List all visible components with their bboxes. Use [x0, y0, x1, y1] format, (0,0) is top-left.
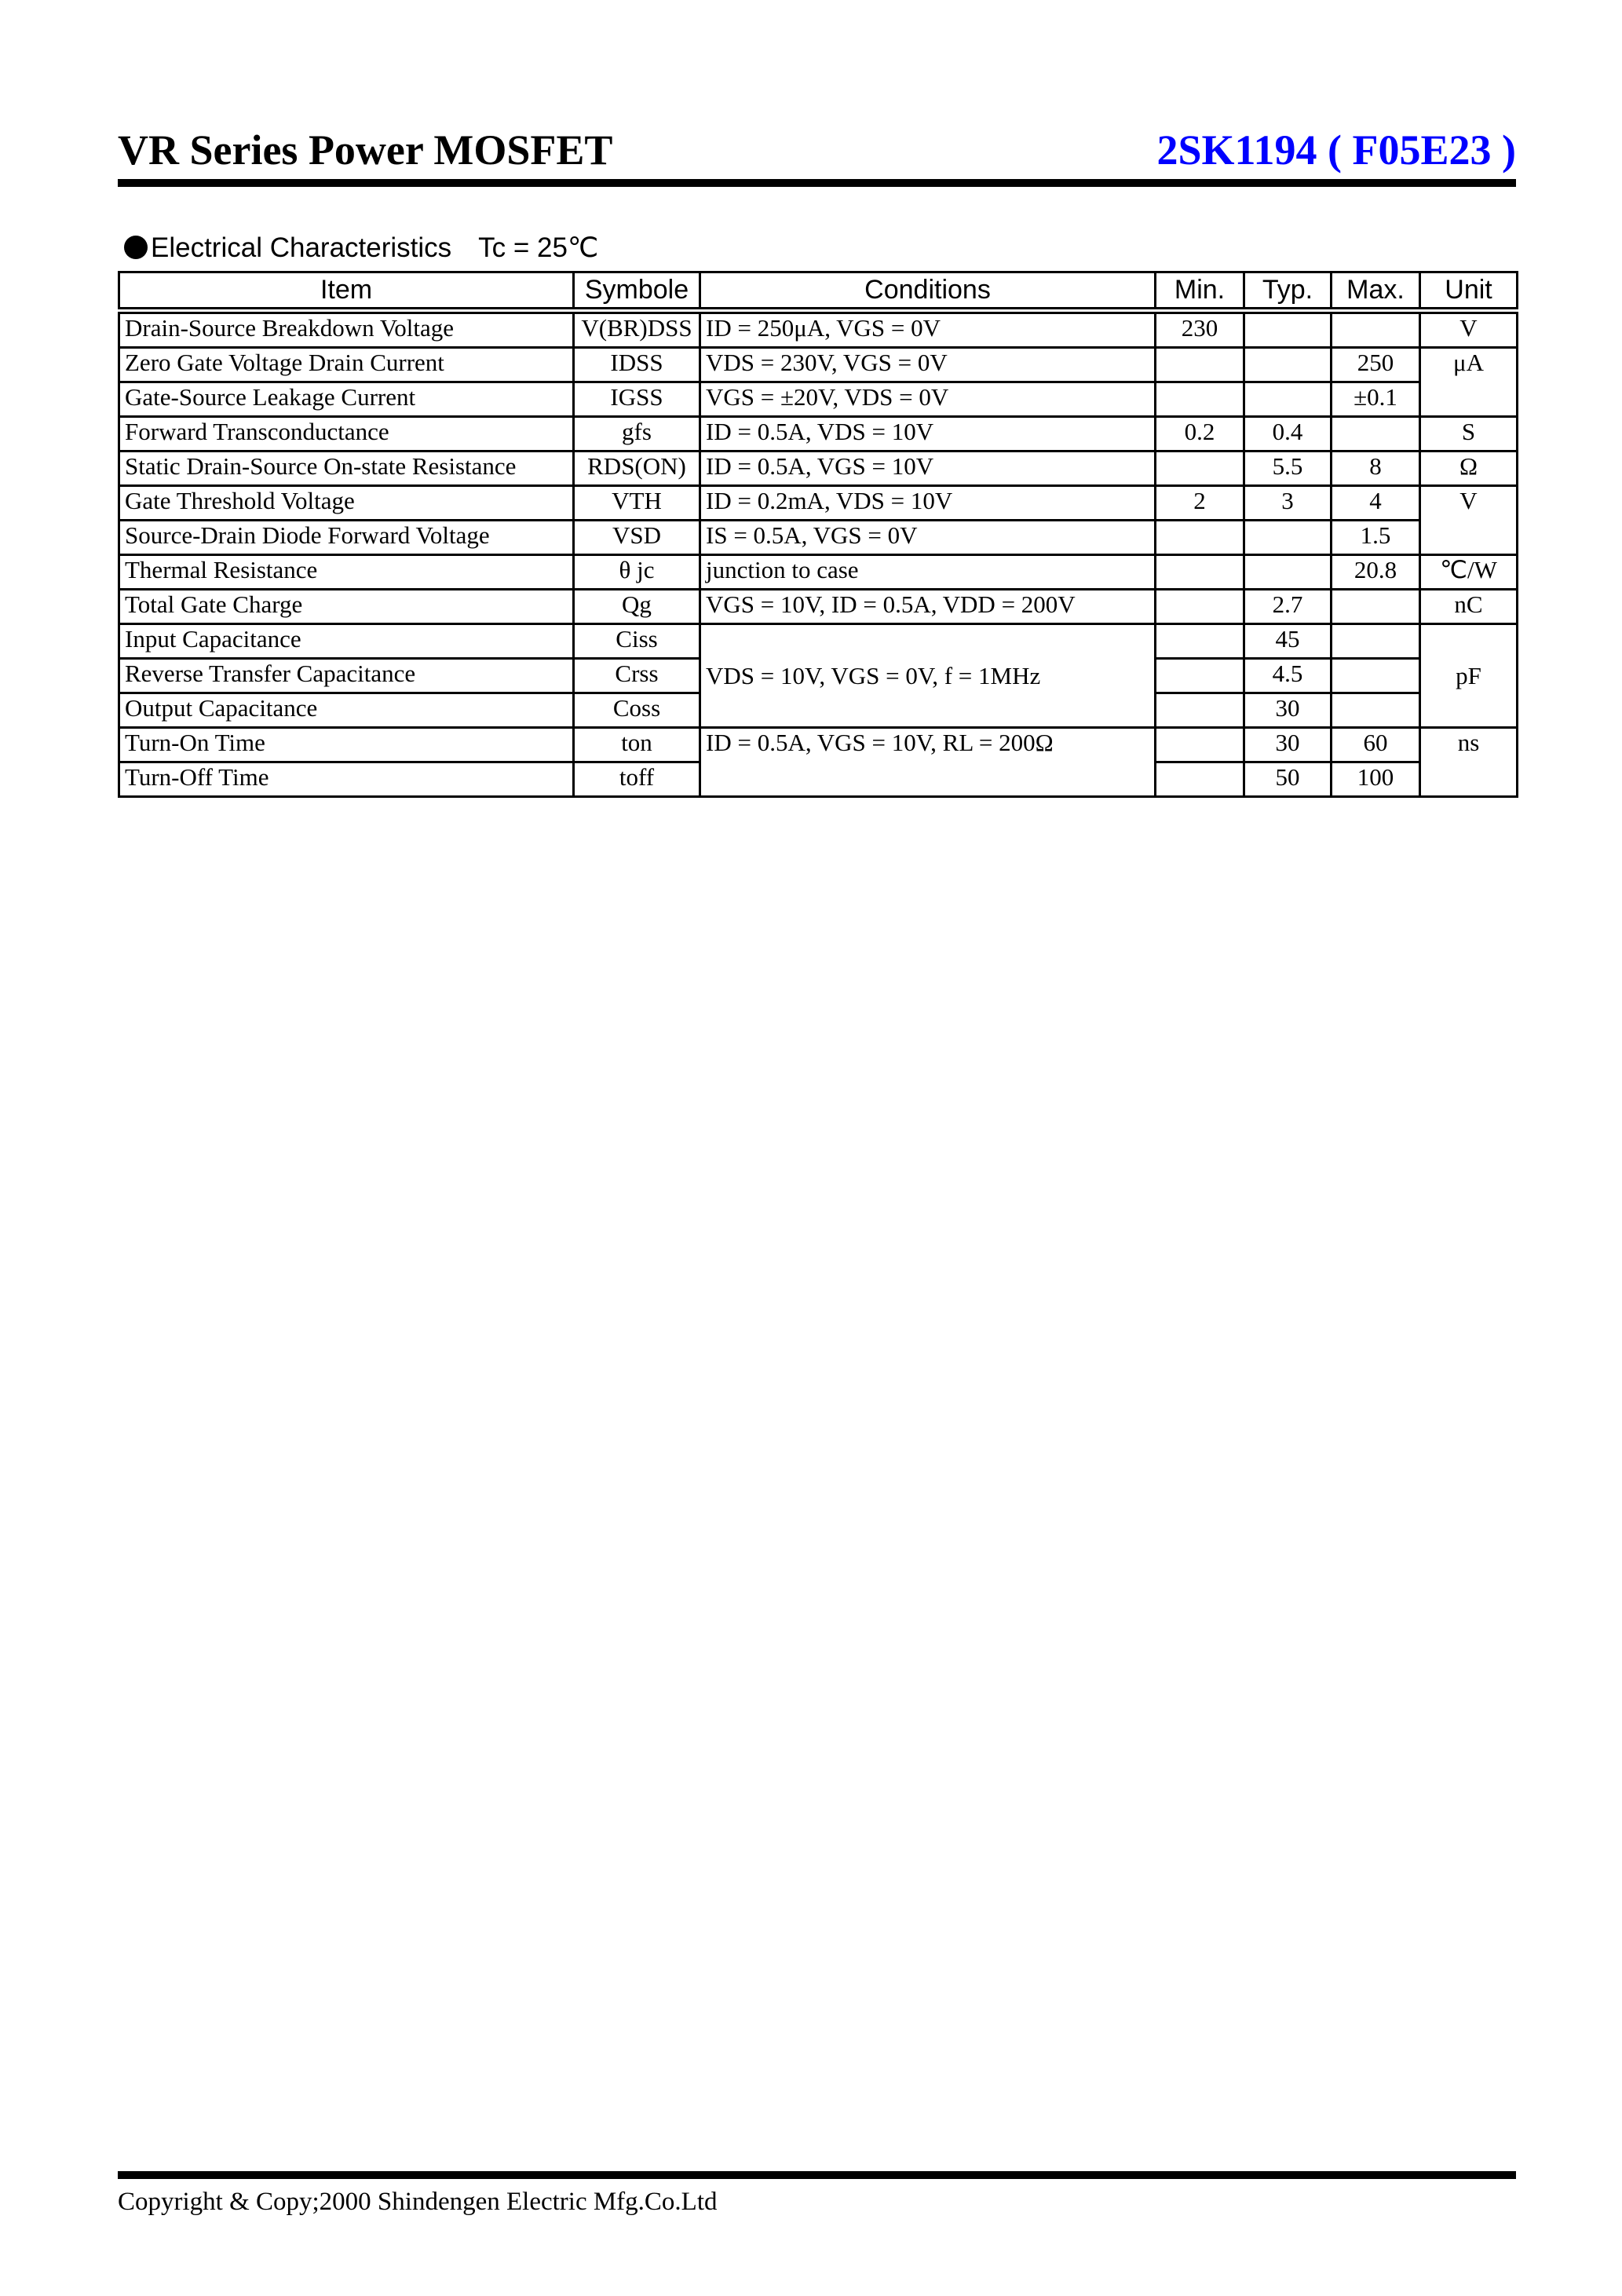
min-cell: [1156, 382, 1244, 417]
col-unit: Unit: [1420, 272, 1518, 311]
item-cell: Turn-Off Time: [119, 762, 574, 797]
typ-cell: [1244, 555, 1332, 590]
symbol-cell: IGSS: [574, 382, 700, 417]
typ-cell: 50: [1244, 762, 1332, 797]
typ-cell: 4.5: [1244, 659, 1332, 693]
typ-cell: 5.5: [1244, 452, 1332, 486]
typ-cell: [1244, 521, 1332, 555]
section-condition: Tc = 25℃: [478, 232, 599, 263]
max-cell: 4: [1332, 486, 1420, 521]
symbol-cell: VSD: [574, 521, 700, 555]
item-cell: Forward Transconductance: [119, 417, 574, 452]
col-item: Item: [119, 272, 574, 311]
min-cell: [1156, 521, 1244, 555]
item-cell: Total Gate Charge: [119, 590, 574, 624]
item-cell: Output Capacitance: [119, 693, 574, 728]
conditions-cell: ID = 0.2mA, VDS = 10V: [700, 486, 1156, 521]
symbol-cell: VTH: [574, 486, 700, 521]
symbol-cell: ton: [574, 728, 700, 762]
unit-cell: nC: [1420, 590, 1518, 624]
symbol-cell: gfs: [574, 417, 700, 452]
table-row: [119, 590, 1518, 624]
min-cell: [1156, 590, 1244, 624]
min-cell: [1156, 659, 1244, 693]
symbol-cell: Crss: [574, 659, 700, 693]
unit-cell: ℃/W: [1420, 555, 1518, 590]
conditions-cell: IS = 0.5A, VGS = 0V: [700, 521, 1156, 555]
min-cell: 2: [1156, 486, 1244, 521]
conditions-cell: ID = 0.5A, VDS = 10V: [700, 417, 1156, 452]
item-cell: Zero Gate Voltage Drain Current: [119, 348, 574, 382]
table-row: [119, 521, 1518, 555]
item-cell: Turn-On Time: [119, 728, 574, 762]
max-cell: [1332, 659, 1420, 693]
max-cell: 100: [1332, 762, 1420, 797]
header-divider: [118, 179, 1516, 187]
min-cell: [1156, 624, 1244, 659]
col-typ: Typ.: [1244, 272, 1332, 311]
max-cell: 8: [1332, 452, 1420, 486]
max-cell: [1332, 624, 1420, 659]
unit-cell: μA: [1420, 348, 1518, 417]
table-row: [119, 486, 1518, 521]
min-cell: [1156, 452, 1244, 486]
typ-cell: 30: [1244, 693, 1332, 728]
table-row: [119, 624, 1518, 659]
typ-cell: [1244, 311, 1332, 348]
symbol-cell: θ jc: [574, 555, 700, 590]
conditions-cell: VGS = 10V, ID = 0.5A, VDD = 200V: [700, 590, 1156, 624]
max-cell: [1332, 311, 1420, 348]
symbol-cell: Coss: [574, 693, 700, 728]
unit-cell: ns: [1420, 728, 1518, 797]
min-cell: 230: [1156, 311, 1244, 348]
typ-cell: 2.7: [1244, 590, 1332, 624]
min-cell: 0.2: [1156, 417, 1244, 452]
section-heading: [124, 232, 598, 264]
table-row: [119, 348, 1518, 382]
typ-cell: [1244, 348, 1332, 382]
max-cell: 60: [1332, 728, 1420, 762]
electrical-characteristics-table: [118, 271, 1518, 798]
item-cell: Reverse Transfer Capacitance: [119, 659, 574, 693]
symbol-cell: V(BR)DSS: [574, 311, 700, 348]
symbol-cell: Ciss: [574, 624, 700, 659]
section-title: Electrical Characteristics: [151, 232, 452, 263]
symbol-cell: RDS(ON): [574, 452, 700, 486]
col-symbol: Symbole: [574, 272, 700, 311]
typ-cell: 3: [1244, 486, 1332, 521]
conditions-cell: ID = 0.5A, VGS = 10V: [700, 452, 1156, 486]
item-cell: Source-Drain Diode Forward Voltage: [119, 521, 574, 555]
symbol-cell: IDSS: [574, 348, 700, 382]
conditions-cell: VDS = 230V, VGS = 0V: [700, 348, 1156, 382]
max-cell: 20.8: [1332, 555, 1420, 590]
item-cell: Gate Threshold Voltage: [119, 486, 574, 521]
conditions-cell: ID = 0.5A, VGS = 10V, RL = 200Ω: [700, 728, 1156, 797]
min-cell: [1156, 728, 1244, 762]
symbol-cell: Qg: [574, 590, 700, 624]
table-row: [119, 311, 1518, 348]
item-cell: Input Capacitance: [119, 624, 574, 659]
footer-divider: [118, 2171, 1516, 2179]
symbol-cell: toff: [574, 762, 700, 797]
typ-cell: [1244, 382, 1332, 417]
conditions-cell: ID = 250μA, VGS = 0V: [700, 311, 1156, 348]
typ-cell: 45: [1244, 624, 1332, 659]
unit-cell: V: [1420, 311, 1518, 348]
conditions-cell: junction to case: [700, 555, 1156, 590]
min-cell: [1156, 348, 1244, 382]
page-title: VR Series Power MOSFET: [118, 126, 613, 174]
table-row: [119, 382, 1518, 417]
item-cell: Gate-Source Leakage Current: [119, 382, 574, 417]
table-row: [119, 452, 1518, 486]
col-max: Max.: [1332, 272, 1420, 311]
unit-cell: S: [1420, 417, 1518, 452]
col-min: Min.: [1156, 272, 1244, 311]
min-cell: [1156, 693, 1244, 728]
item-cell: Thermal Resistance: [119, 555, 574, 590]
unit-cell: Ω: [1420, 452, 1518, 486]
copyright: Copyright & Copy;2000 Shindengen Electric Mfg.Co.Ltd: [118, 2188, 718, 2216]
unit-cell: V: [1420, 486, 1518, 555]
max-cell: ±0.1: [1332, 382, 1420, 417]
min-cell: [1156, 762, 1244, 797]
table-row: [119, 555, 1518, 590]
max-cell: 250: [1332, 348, 1420, 382]
unit-cell: pF: [1420, 624, 1518, 728]
max-cell: [1332, 693, 1420, 728]
bullet-icon: [124, 236, 148, 259]
typ-cell: 30: [1244, 728, 1332, 762]
min-cell: [1156, 555, 1244, 590]
part-number: 2SK1194 ( F05E23 ): [1156, 126, 1516, 174]
table-row: [119, 728, 1518, 762]
conditions-cell: VGS = ±20V, VDS = 0V: [700, 382, 1156, 417]
col-conditions: Conditions: [700, 272, 1156, 311]
typ-cell: 0.4: [1244, 417, 1332, 452]
table-row: [119, 417, 1518, 452]
conditions-cell: VDS = 10V, VGS = 0V, f = 1MHz: [700, 624, 1156, 728]
item-cell: Drain-Source Breakdown Voltage: [119, 311, 574, 348]
max-cell: [1332, 590, 1420, 624]
max-cell: [1332, 417, 1420, 452]
item-cell: Static Drain-Source On-state Resistance: [119, 452, 574, 486]
table-header: [119, 272, 1518, 311]
max-cell: 1.5: [1332, 521, 1420, 555]
